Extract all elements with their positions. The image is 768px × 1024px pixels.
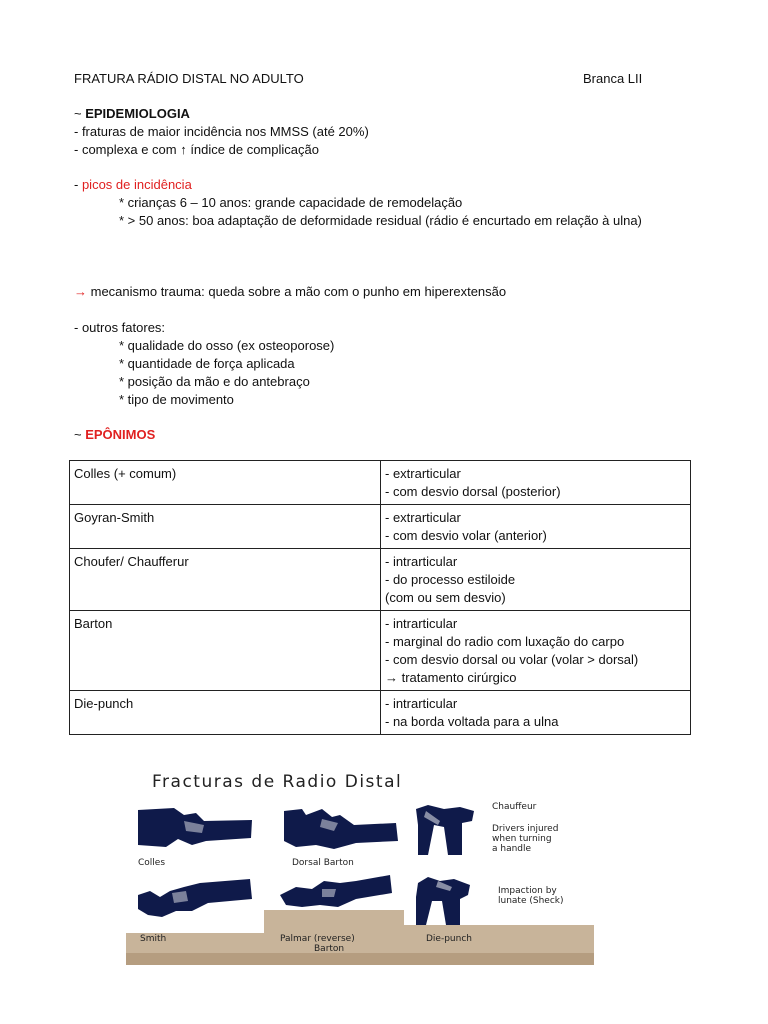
eponym-description xyxy=(381,549,691,611)
chauffeur-label: Chauffeur xyxy=(492,802,537,812)
eponyms-heading xyxy=(74,427,155,443)
peak-item: * crianças 6 – 10 anos: grande capacidade de remodelação xyxy=(119,195,463,210)
eponym-name: Choufer/ Chaufferur xyxy=(70,549,381,611)
epidemiology-heading xyxy=(74,106,190,122)
eponym-description xyxy=(381,461,691,505)
dash-mark: - xyxy=(74,177,82,192)
peaks-label: picos de incidência xyxy=(81,177,192,192)
die-punch-label: Die-punch xyxy=(426,934,472,944)
description-line: - intrarticular xyxy=(385,554,458,569)
impaction-note-line: Impaction by xyxy=(498,886,557,896)
die-punch-bone-icon xyxy=(416,877,470,925)
colles-bone-icon xyxy=(138,808,252,847)
eponyms-table xyxy=(69,460,691,735)
description-line: - com desvio volar (anterior) xyxy=(385,528,547,543)
description-line: - extrarticular xyxy=(385,466,461,481)
epidemiology-title: EPIDEMIOLOGIA xyxy=(85,106,190,121)
figure-title: Fracturas de Radio Distal xyxy=(152,772,403,792)
table-row xyxy=(70,611,691,691)
smith-label: Smith xyxy=(140,934,167,944)
eponym-name: Colles (+ comum) xyxy=(70,461,381,505)
eponyms-title: EPÔNIMOS xyxy=(85,427,156,442)
description-line: - na borda voltada para a ulna xyxy=(385,714,559,729)
description-line: - marginal do radio com luxação do carpo xyxy=(385,634,625,649)
factor-item: * posição da mão e do antebraço xyxy=(119,374,310,389)
description-line: - intrarticular xyxy=(385,616,458,631)
table-row xyxy=(70,461,691,505)
ground-shade xyxy=(126,953,594,965)
dorsal-barton-label: Dorsal Barton xyxy=(292,858,354,868)
mechanism-text: mecanismo trauma: queda sobre a mão com o punho em hiperextensão xyxy=(87,284,507,299)
chauffeur-note-line: Drivers injured xyxy=(492,824,559,834)
other-factors-title: - outros fatores: xyxy=(74,320,166,335)
author-label: Branca LII xyxy=(583,71,643,86)
document-title: FRATURA RÁDIO DISTAL NO ADULTO xyxy=(74,71,304,86)
palmar-barton-bone-icon xyxy=(280,875,392,907)
factor-item: * tipo de movimento xyxy=(119,392,234,407)
description-line: (com ou sem desvio) xyxy=(385,590,506,605)
colles-label: Colles xyxy=(138,858,166,868)
description-line: - intrarticular xyxy=(385,696,458,711)
eponym-name: Die-punch xyxy=(70,691,381,735)
table-row xyxy=(70,549,691,611)
peak-item: * > 50 anos: boa adaptação de deformidade residual (rádio é encurtado em relação à ulna) xyxy=(119,213,642,228)
dorsal-barton-bone-icon xyxy=(284,809,398,849)
epidemiology-line: - fraturas de maior incidência nos MMSS (até 20%) xyxy=(74,124,369,139)
fracture-illustration xyxy=(126,765,594,965)
palmar-barton-label: Palmar (reverse) xyxy=(280,934,355,944)
table-row xyxy=(70,691,691,735)
fracture-diagram xyxy=(126,765,594,965)
smith-bone-icon xyxy=(138,879,252,917)
description-line: - extrarticular xyxy=(385,510,461,525)
palmar-barton-label: Barton xyxy=(314,944,345,954)
factor-item: * qualidade do osso (ex osteoporose) xyxy=(119,338,335,353)
description-line: - com desvio dorsal (posterior) xyxy=(385,484,561,499)
mechanism-line xyxy=(74,284,506,300)
chauffeur-note-line: a handle xyxy=(492,844,532,854)
factor-item: * quantidade de força aplicada xyxy=(119,356,295,371)
eponym-name: Goyran-Smith xyxy=(70,505,381,549)
eponym-description xyxy=(381,611,691,691)
eponym-description xyxy=(381,691,691,735)
tilde-mark: ~ xyxy=(74,427,86,442)
peaks-heading xyxy=(74,177,192,193)
chauffeur-note-line: when turning xyxy=(492,834,552,844)
chauffeur-bone-icon xyxy=(416,805,474,855)
table-row xyxy=(70,505,691,549)
arrow-icon: → xyxy=(74,284,87,299)
eponym-name: Barton xyxy=(70,611,381,691)
impaction-note-line: lunate (Sheck) xyxy=(498,896,564,906)
description-line: - com desvio dorsal ou volar (volar > dorsal) xyxy=(385,652,639,667)
tilde-mark: ~ xyxy=(74,106,86,121)
eponym-description xyxy=(381,505,691,549)
description-line: → tratamento cirúrgico xyxy=(385,670,517,685)
description-line: - do processo estiloide xyxy=(385,572,516,587)
epidemiology-line: - complexa e com ↑ índice de complicação xyxy=(74,142,319,157)
